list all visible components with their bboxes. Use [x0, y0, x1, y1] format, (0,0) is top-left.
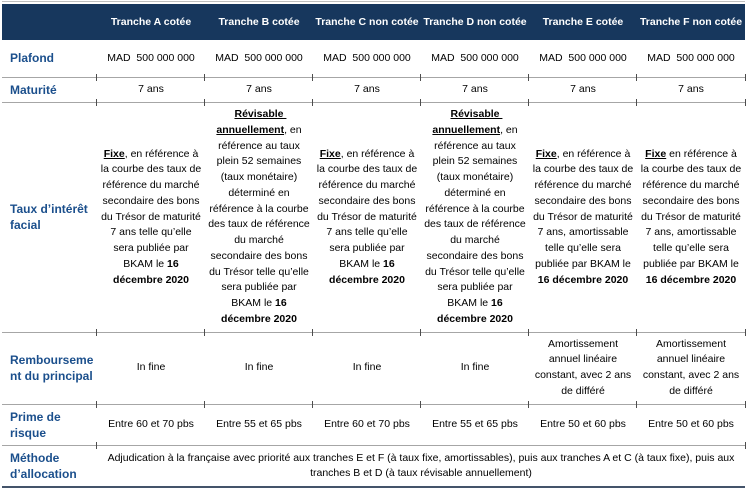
row-remboursement-principal [2, 332, 745, 404]
cell-maturite-e: 7 ans [529, 78, 637, 103]
cell-remboursement-c: In fine [313, 332, 421, 404]
column-header-tranche-e: Tranche E cotée [529, 4, 637, 40]
row-methode-allocation [2, 446, 745, 488]
row-label-maturite: Maturité [2, 78, 97, 103]
row-taux-interet-facial [2, 103, 745, 333]
cell-plafond-f: MAD 500 000 000 [647, 51, 735, 64]
cell-plafond-c: MAD 500 000 000 [323, 51, 411, 64]
cell-remboursement-d: In fine [421, 332, 529, 404]
column-header-tranche-d: Tranche D non cotée [421, 4, 529, 40]
cell-plafond-b: MAD 500 000 000 [215, 51, 303, 64]
cell-prime-f: Entre 50 et 60 pbs [637, 404, 745, 445]
cell-maturite-c: 7 ans [313, 78, 421, 103]
cell-remboursement-f: Amortissement annuel linéaire constant, avec 2 ans de différé [637, 332, 745, 404]
cell-remboursement-e: Amortissement annuel linéaire constant, avec 2 ans de différé [529, 332, 637, 404]
cell-taux-d: Révisable annuellement, en référence au taux plein 52 semaines (taux monétaire) déterminé en référence à la courbe des taux de référence du marché secondaire des bons du Trésor telle qu’elle sera publiée par BKAM le 16 décembre 2020 [421, 103, 529, 333]
cell-maturite-d: 7 ans [421, 78, 529, 103]
cell-plafond-a: MAD 500 000 000 [107, 51, 195, 64]
cell-methode-allocation: Adjudication à la française avec priorité aux tranches E et F (à taux fixe, amortissables), puis aux tranches A et C (à taux fixe), puis aux tranches B et D (à taux révisable annuellement) [97, 446, 745, 488]
cell-maturite-a: 7 ans [97, 78, 205, 103]
column-header-tranche-b: Tranche B cotée [205, 4, 313, 40]
tranche-terms-table [2, 4, 745, 488]
cell-taux-b: Révisable annuellement, en référence au taux plein 52 semaines (taux monétaire) déterminé en référence à la courbe des taux de référence du marché secondaire des bons du Trésor telle qu’elle sera publiée par BKAM le 16 décembre 2020 [205, 103, 313, 333]
cell-taux-f: Fixe en référence à la courbe des taux de référence du marché secondaire des bons du Trésor de maturité 7 ans, amortissable telle qu’elle sera publiée par BKAM le 16 décembre 2020 [637, 103, 745, 333]
header-row [2, 4, 745, 40]
cell-taux-e: Fixe, en référence à la courbe des taux de référence du marché secondaire des bons du Trésor de maturité 7 ans, amortissable telle qu’elle sera publiée par BKAM le 16 décembre 2020 [529, 103, 637, 333]
row-label-prime-de-risque: Prime de risque [2, 404, 97, 445]
cell-plafond-d: MAD 500 000 000 [431, 51, 519, 64]
cell-taux-c: Fixe, en référence à la courbe des taux de référence du marché secondaire des bons du Trésor de maturité 7 ans telle qu’elle sera publiée par BKAM le 16 décembre 2020 [313, 103, 421, 333]
row-label-plafond: Plafond [10, 51, 54, 66]
cell-maturite-b: 7 ans [205, 78, 313, 103]
cell-remboursement-a: In fine [97, 332, 205, 404]
cell-maturite-f: 7 ans [637, 78, 745, 103]
table-top-rule [2, 1, 745, 2]
row-label-remboursement-principal: Remboursement du principal [2, 332, 97, 404]
cell-remboursement-b: In fine [205, 332, 313, 404]
row-maturite [2, 78, 745, 103]
column-header-tranche-c: Tranche C non cotée [313, 4, 421, 40]
row-prime-de-risque [2, 404, 745, 445]
cell-plafond-e: MAD 500 000 000 [539, 51, 627, 64]
column-header-tranche-f: Tranche F non cotée [637, 4, 745, 40]
cell-prime-c: Entre 60 et 70 pbs [313, 404, 421, 445]
cell-prime-d: Entre 55 et 65 pbs [421, 404, 529, 445]
row-label-taux-interet-facial: Taux d’intérêt facial [2, 103, 97, 333]
cell-prime-e: Entre 50 et 60 pbs [529, 404, 637, 445]
row-label-methode-allocation: Méthode d’allocation [2, 446, 97, 488]
header-corner-cell [2, 4, 97, 40]
cell-taux-a: Fixe, en référence à la courbe des taux de référence du marché secondaire des bons du Trésor de maturité 7 ans telle qu’elle sera publiée par BKAM le 16 décembre 2020 [97, 103, 205, 333]
cell-prime-b: Entre 55 et 65 pbs [205, 404, 313, 445]
column-header-tranche-a: Tranche A cotée [97, 4, 205, 40]
cell-prime-a: Entre 60 et 70 pbs [97, 404, 205, 445]
row-plafond [2, 40, 745, 78]
